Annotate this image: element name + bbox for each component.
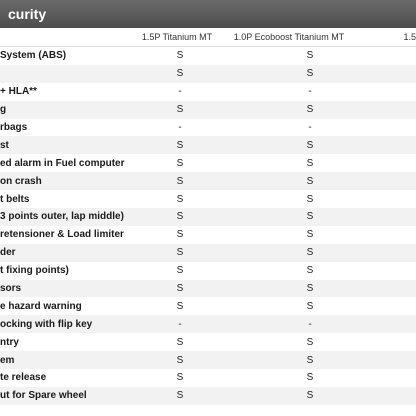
row-value-2: - bbox=[308, 86, 312, 98]
table-row bbox=[0, 297, 416, 315]
row-label: System (ABS) bbox=[0, 50, 67, 62]
row-value-2: S bbox=[306, 157, 314, 169]
table-row bbox=[0, 119, 416, 137]
column-headers bbox=[0, 28, 416, 47]
row-value-2: - bbox=[308, 122, 312, 133]
row-value-1: S bbox=[176, 104, 184, 116]
row-label: em bbox=[0, 354, 15, 366]
row-label: ed alarm in Fuel computer bbox=[0, 157, 125, 169]
row-value-1: S bbox=[176, 336, 184, 348]
table-row bbox=[0, 226, 416, 244]
row-value-1: S bbox=[176, 50, 184, 62]
row-label: retensioner & Load limiter bbox=[0, 229, 124, 241]
row-value-2: S bbox=[306, 390, 314, 402]
row-value-2: S bbox=[306, 175, 314, 187]
row-label: sors bbox=[0, 283, 22, 295]
section-title: curity bbox=[8, 6, 47, 22]
row-value-2: S bbox=[306, 68, 314, 80]
row-label: on crash bbox=[0, 175, 42, 187]
row-value-2: S bbox=[306, 283, 314, 295]
row-value-1: S bbox=[176, 229, 184, 241]
row-label: e hazard warning bbox=[0, 300, 82, 312]
row-label: rbags bbox=[0, 122, 28, 133]
row-value-1: - bbox=[178, 318, 182, 330]
row-value-1: S bbox=[176, 372, 184, 384]
row-value-1: S bbox=[176, 193, 184, 205]
row-label: te release bbox=[0, 372, 47, 384]
row-value-2: S bbox=[306, 300, 314, 312]
row-label: ntry bbox=[0, 336, 19, 348]
table-row bbox=[0, 47, 416, 65]
table-row bbox=[0, 315, 416, 333]
table-row bbox=[0, 244, 416, 262]
row-value-1: S bbox=[176, 265, 184, 277]
row-value-2: S bbox=[306, 211, 314, 223]
table-row bbox=[0, 136, 416, 154]
table-row bbox=[0, 208, 416, 226]
table-row bbox=[0, 280, 416, 298]
column-header-1: 1.5P Titanium MT bbox=[141, 32, 213, 42]
row-value-2: S bbox=[306, 139, 314, 151]
row-value-2: S bbox=[306, 336, 314, 348]
row-label: + HLA** bbox=[0, 86, 37, 98]
section-header bbox=[0, 0, 416, 28]
table-row bbox=[0, 351, 416, 369]
row-value-1: - bbox=[178, 122, 182, 133]
row-value-2: - bbox=[308, 318, 312, 330]
row-value-2: S bbox=[306, 372, 314, 384]
row-value-1: S bbox=[176, 157, 184, 169]
row-value-1: S bbox=[176, 300, 184, 312]
row-value-1: - bbox=[178, 86, 182, 98]
column-header-2: 1.0P Ecoboost Titanium MT bbox=[233, 32, 345, 42]
row-label: ocking with flip key bbox=[0, 318, 93, 330]
row-value-1: S bbox=[176, 390, 184, 402]
row-label: ut for Spare wheel bbox=[0, 390, 87, 402]
table-row bbox=[0, 262, 416, 280]
row-value-2: S bbox=[306, 354, 314, 366]
row-value-2: S bbox=[306, 104, 314, 116]
table-row bbox=[0, 101, 416, 119]
row-value-2: S bbox=[306, 50, 314, 62]
spec-table bbox=[0, 47, 416, 405]
row-label: 3 points outer, lap middle) bbox=[0, 211, 124, 223]
row-label: der bbox=[0, 247, 16, 259]
table-row bbox=[0, 83, 416, 101]
table-row bbox=[0, 154, 416, 172]
row-value-1: S bbox=[176, 354, 184, 366]
row-value-1: S bbox=[176, 283, 184, 295]
row-value-2: S bbox=[306, 247, 314, 259]
row-value-1: S bbox=[176, 68, 184, 80]
row-label: t belts bbox=[0, 193, 30, 205]
row-label: t fixing points) bbox=[0, 265, 69, 277]
table-row bbox=[0, 369, 416, 387]
table-row bbox=[0, 172, 416, 190]
table-row bbox=[0, 387, 416, 405]
row-value-1: S bbox=[176, 139, 184, 151]
row-label: st bbox=[0, 139, 9, 151]
row-value-1: S bbox=[176, 175, 184, 187]
column-header-3: 1.5 bbox=[403, 32, 416, 42]
row-label: g bbox=[0, 104, 7, 116]
row-value-2: S bbox=[306, 229, 314, 241]
table-row bbox=[0, 333, 416, 351]
row-value-1: S bbox=[176, 247, 184, 259]
row-value-2: S bbox=[306, 265, 314, 277]
table-row bbox=[0, 190, 416, 208]
row-value-2: S bbox=[306, 193, 314, 205]
row-value-1: S bbox=[176, 211, 184, 223]
table-row bbox=[0, 65, 416, 83]
